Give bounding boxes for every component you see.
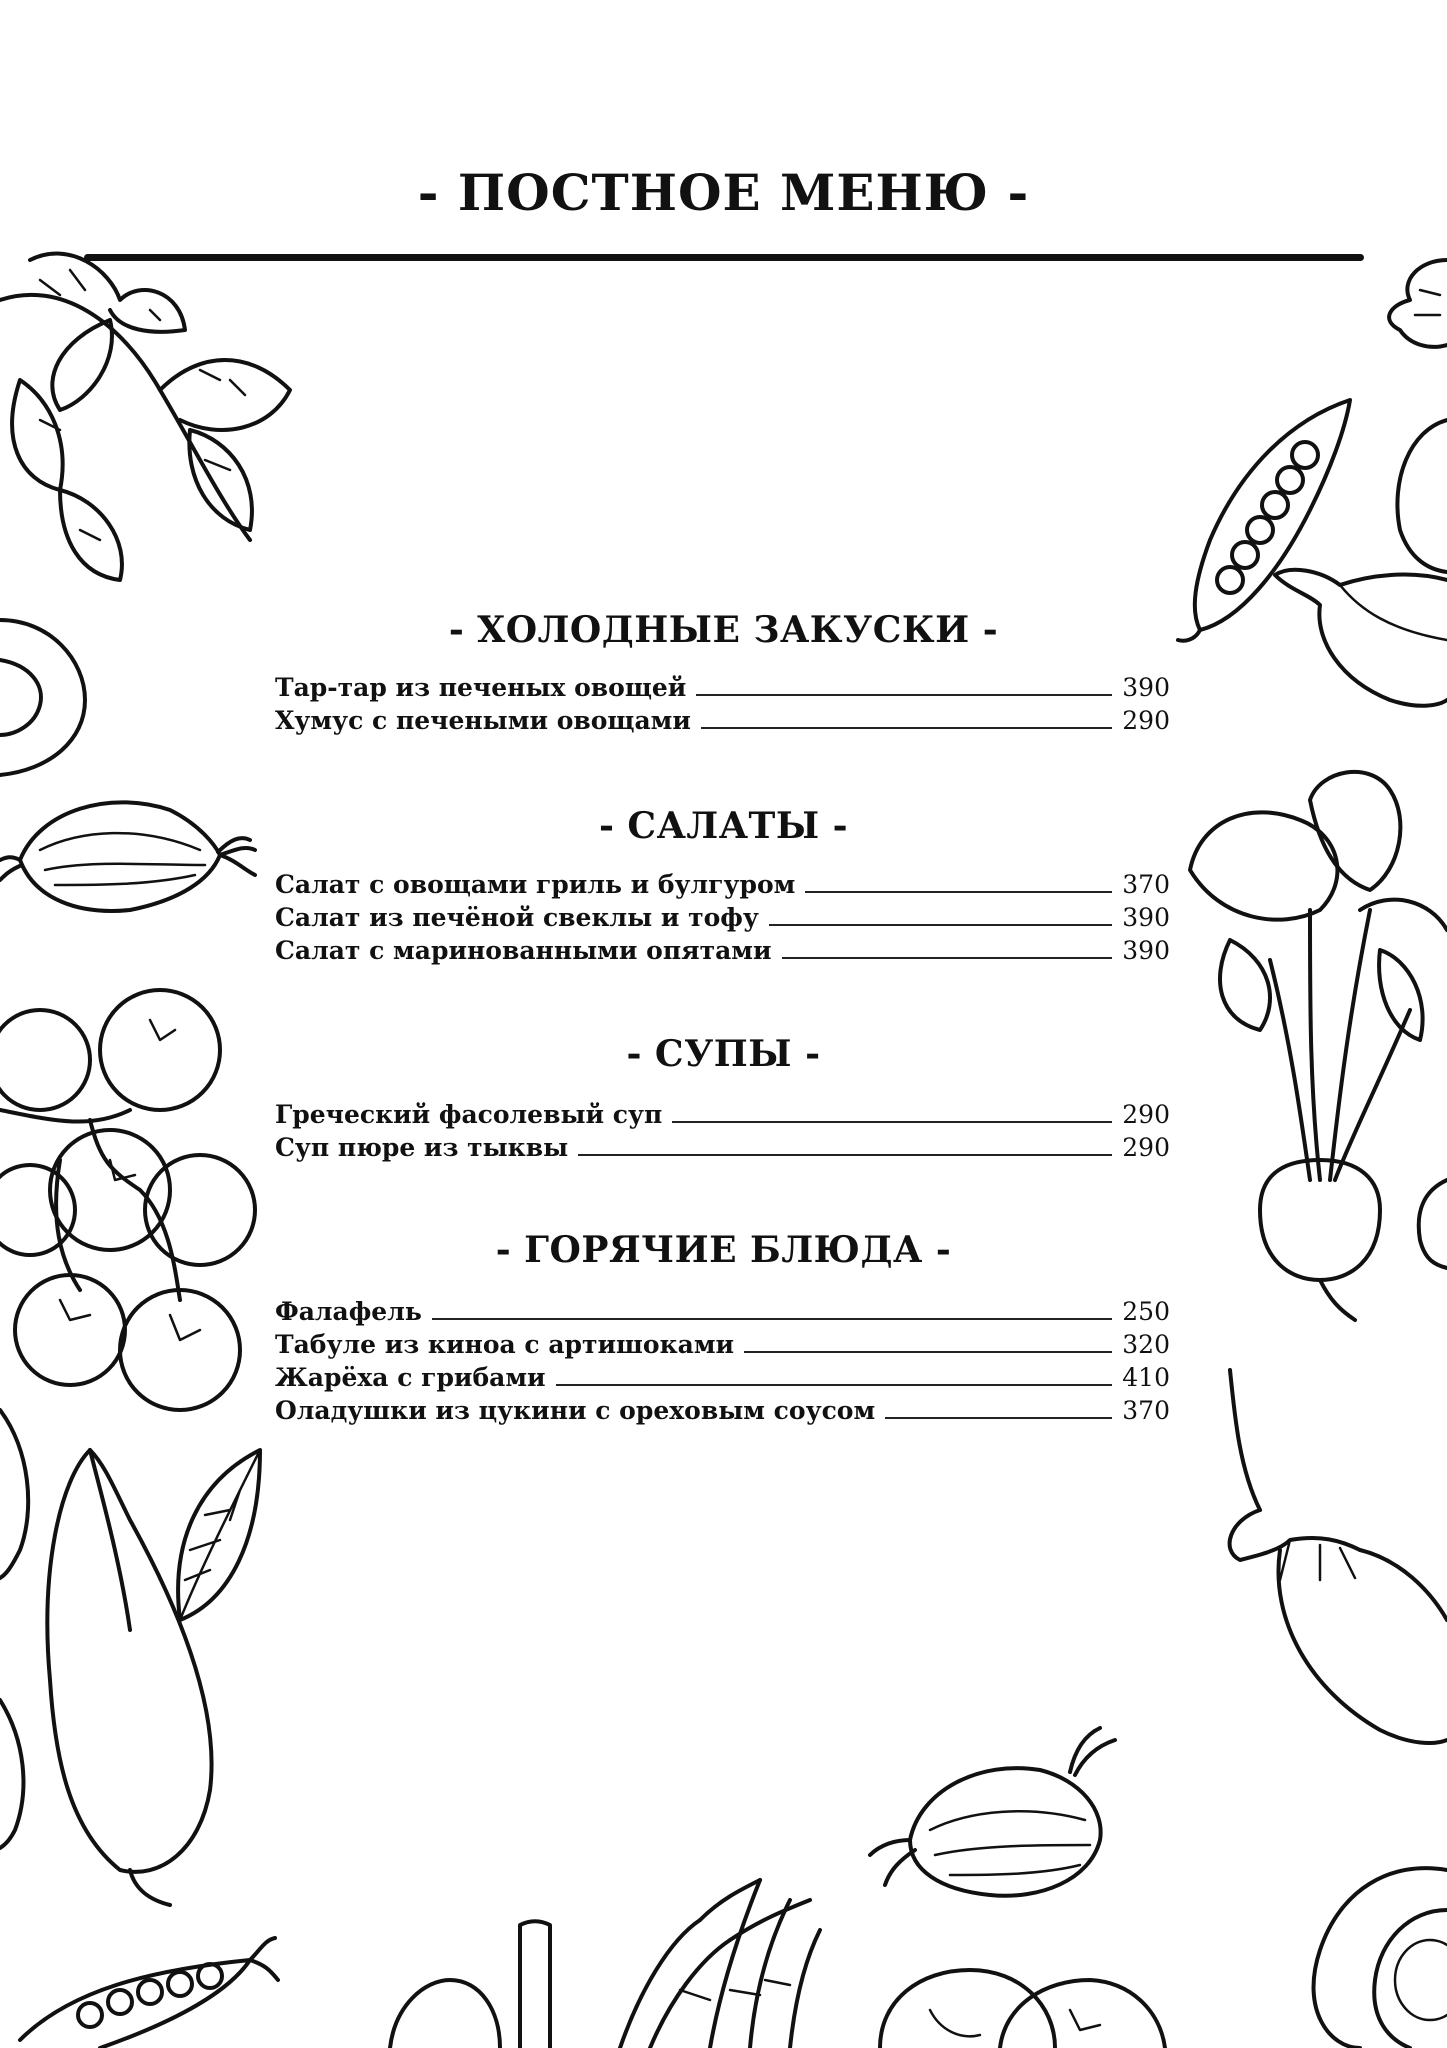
dotted-leader	[744, 1350, 1112, 1353]
eggplant-icon	[1200, 1360, 1447, 1760]
tomato-icon	[870, 1910, 1170, 2048]
menu-item-name: Греческий фасолевый суп	[275, 1100, 663, 1129]
menu-item	[275, 897, 1170, 930]
menu-item-name: Салат из печёной свеклы и тофу	[275, 903, 759, 932]
menu-item-name: Оладушки из цукини с ореховым соусом	[275, 1396, 876, 1425]
section-list-cold-appetizers	[275, 667, 1170, 733]
onion-bottom-icon	[860, 1720, 1130, 1910]
menu-item-price: 290	[1122, 1133, 1170, 1162]
onion-icon	[0, 770, 270, 930]
menu-item	[275, 667, 1170, 700]
page-title: - ПОСТНОЕ МЕНЮ -	[417, 163, 1030, 222]
dotted-leader	[701, 726, 1112, 729]
dotted-leader	[769, 923, 1112, 926]
section-title-cold-appetizers: - ХОЛОДНЫЕ ЗАКУСКИ -	[448, 609, 999, 651]
section-list-soups	[275, 1094, 1170, 1160]
dotted-leader	[696, 693, 1112, 696]
menu-item	[275, 864, 1170, 897]
bell-pepper-icon	[1260, 400, 1447, 720]
title-divider	[84, 254, 1364, 261]
menu-item-name: Салат с маринованными опятами	[275, 936, 772, 965]
section-title-hot-dishes: - ГОРЯЧИЕ БЛЮДА -	[495, 1229, 952, 1271]
menu-item-price: 290	[1122, 706, 1170, 735]
menu-item-price: 390	[1122, 673, 1170, 702]
menu-item	[275, 1094, 1170, 1127]
menu-item-name: Тар-тар из печеных овощей	[275, 673, 687, 702]
dotted-leader	[556, 1383, 1113, 1386]
pea-pod-bottom-icon	[20, 1890, 280, 2048]
menu-item-price: 390	[1122, 903, 1170, 932]
avocado-half-icon	[1240, 1830, 1447, 2048]
menu-item-name: Суп пюре из тыквы	[275, 1133, 569, 1162]
lettuce-icon	[1360, 250, 1447, 360]
menu-item	[275, 1127, 1170, 1160]
menu-item	[275, 1324, 1170, 1357]
cherry-tomatoes-icon	[0, 960, 270, 1430]
leek-icon	[590, 1840, 850, 2048]
menu-item-name: Фалафель	[275, 1297, 422, 1326]
chili-pepper-icon	[0, 1410, 230, 1910]
dotted-leader	[805, 890, 1112, 893]
menu-item-price: 390	[1122, 936, 1170, 965]
menu-item-price: 410	[1122, 1363, 1170, 1392]
menu-item	[275, 700, 1170, 733]
menu-item-price: 370	[1122, 1396, 1170, 1425]
carrot-stick-icon	[510, 1915, 560, 2048]
menu-item-name: Жарёха с грибами	[275, 1363, 546, 1392]
herb-leaves-icon	[0, 240, 300, 620]
section-list-salads	[275, 864, 1170, 963]
section-list-hot-dishes	[275, 1291, 1170, 1423]
menu-item-name: Салат с овощами гриль и булгуром	[275, 870, 796, 899]
menu-item-price: 370	[1122, 870, 1170, 899]
menu-item-name: Хумус с печеными овощами	[275, 706, 691, 735]
dotted-leader	[672, 1120, 1112, 1123]
menu-item-price: 250	[1122, 1297, 1170, 1326]
menu-item	[275, 1390, 1170, 1423]
section-title-soups: - СУПЫ -	[626, 1033, 821, 1075]
menu-item	[275, 930, 1170, 963]
menu-item-price: 290	[1122, 1100, 1170, 1129]
dotted-leader	[578, 1153, 1112, 1156]
dotted-leader	[432, 1317, 1112, 1320]
dotted-leader	[782, 956, 1113, 959]
section-title-salads: - САЛАТЫ -	[598, 805, 849, 847]
lemon-slice-icon	[380, 1955, 510, 2048]
menu-item	[275, 1291, 1170, 1324]
dotted-leader	[885, 1416, 1112, 1419]
menu-item-price: 320	[1122, 1330, 1170, 1359]
menu-item	[275, 1357, 1170, 1390]
menu-item-name: Табуле из киноа с артишоками	[275, 1330, 735, 1359]
